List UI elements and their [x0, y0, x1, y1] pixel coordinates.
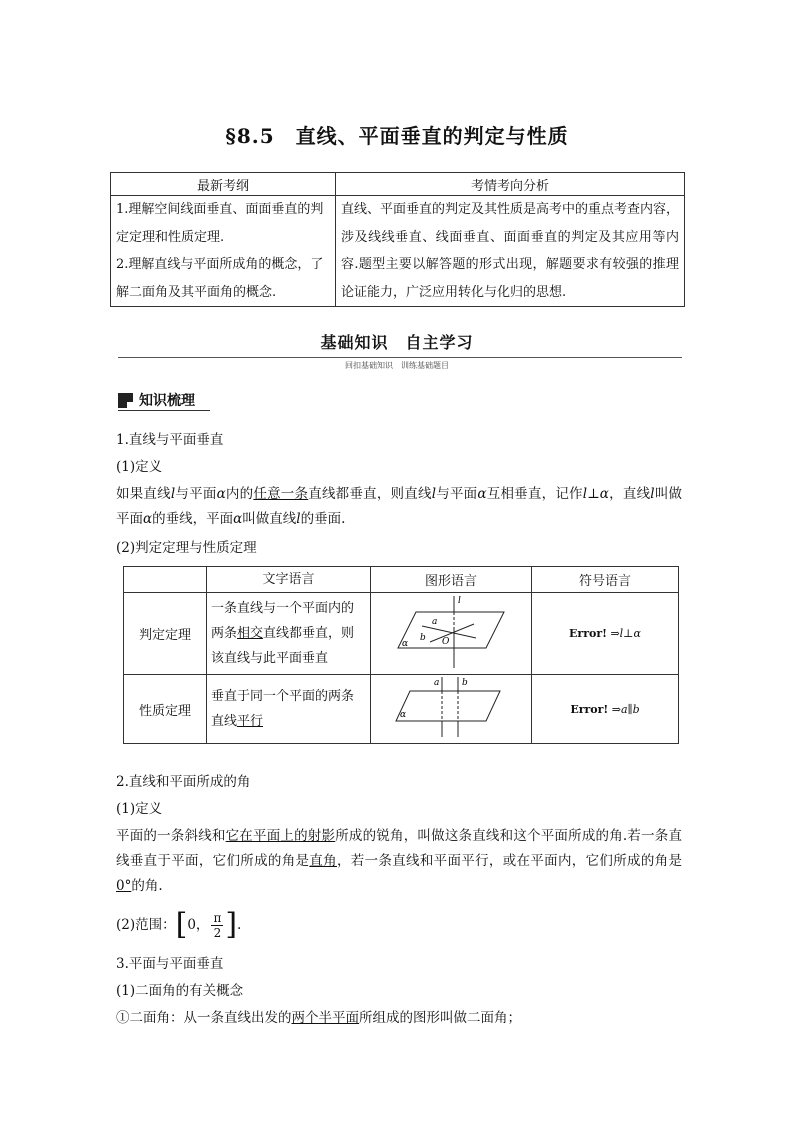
- knowledge-tag-label: 知识梳理: [139, 393, 195, 409]
- row-text: 垂直于同一个平面的两条直线平行: [207, 675, 371, 744]
- perpendicular-line-plane-figure: [386, 594, 516, 670]
- row-figure: [371, 593, 532, 675]
- section-subtitle-wrap: [0, 353, 794, 372]
- s1-heading: 1.直线与平面垂直: [116, 432, 224, 448]
- row-symbol: Error! ⇒a∥b: [532, 675, 679, 744]
- svg-text:a: a: [432, 616, 438, 627]
- table-row: [124, 593, 679, 675]
- range-end: .: [237, 916, 242, 933]
- s3-sub1: (1)二面角的有关概念: [116, 983, 244, 999]
- svg-text:b: b: [420, 632, 426, 643]
- right-bracket-icon: ]: [225, 907, 238, 942]
- svg-text:b: b: [462, 678, 468, 688]
- outline-item: 2.理解直线与平面所成角的概念，了解二面角及其平面角的概念.: [116, 257, 324, 300]
- outline-left-cell: [111, 196, 336, 307]
- row-name: 判定定理: [124, 593, 207, 675]
- row-figure: [371, 675, 532, 744]
- outline-header-right: 考情考向分析: [336, 173, 685, 196]
- outline-header-left: 最新考纲: [111, 173, 336, 196]
- table-row: [124, 675, 679, 744]
- s1-def-label: (1)定义: [116, 459, 163, 475]
- s1-theorem-label: (2)判定定理与性质定理: [116, 540, 257, 556]
- s2-heading: 2.直线和平面所成的角: [116, 774, 251, 790]
- s2-definition: 平面的一条斜线和它在平面上的射影所成的锐角，叫做这条直线和这个平面所成的角.若一条直线垂直于平面，它们所成的角是直角，若一条直线和平面平行，或在平面内，它们所成的角是0°的角.: [116, 828, 683, 894]
- s1-definition: 如果直线l与平面α内的任意一条直线都垂直，则直线l与平面α互相垂直，记作l⊥α，直线l叫做平面α的垂线，平面α叫做直线l的垂面.: [116, 486, 683, 527]
- range-zero: 0，: [187, 916, 210, 933]
- s2-def-label: (1)定义: [116, 801, 163, 817]
- outline-right-cell: 直线、平面垂直的判定及其性质是高考中的重点考查内容，涉及线线垂直、线面垂直、面面垂直的判定及其应用等内容.题型主要以解答题的形式出现，解题要求有较强的推理论证能力，广泛应用转化与化归的思想.: [336, 196, 685, 307]
- svg-text:α: α: [402, 638, 409, 649]
- exam-outline-table: [110, 172, 685, 307]
- svg-text:α: α: [400, 710, 407, 720]
- table-header-figure: 图形语言: [371, 567, 532, 593]
- fraction-denominator: 2: [213, 925, 222, 940]
- svg-text:l: l: [458, 595, 461, 606]
- parallel-lines-plane-figure: [386, 675, 516, 739]
- row-name: 性质定理: [124, 675, 207, 744]
- tag-underline: [118, 410, 210, 411]
- table-header-text: 文字语言: [207, 567, 371, 593]
- outline-item: 1.理解空间线面垂直、面面垂直的判定定理和性质定理.: [116, 202, 324, 245]
- row-text: 一条直线与一个平面内的两条相交直线都垂直，则该直线与此平面垂直: [207, 593, 371, 675]
- s3-heading: 3.平面与平面垂直: [116, 956, 224, 972]
- fraction-numerator: π: [213, 910, 222, 925]
- page-title: §8.5 直线、平面垂直的判定与性质: [225, 124, 569, 148]
- left-bracket-icon: [: [175, 907, 188, 942]
- s3-dihedral-def: ①二面角：从一条直线出发的两个半平面所组成的图形叫做二面角；: [116, 1010, 521, 1026]
- table-header-blank: [124, 567, 207, 593]
- range-label: (2)范围：: [116, 916, 176, 933]
- knowledge-tag: [118, 390, 195, 410]
- section-heading: 基础知识 自主学习: [320, 333, 474, 352]
- svg-text:a: a: [434, 678, 440, 688]
- square-bullet-icon: [118, 393, 133, 408]
- section-subtitle: 回扣基础知识 训练基础题目: [339, 361, 455, 370]
- s2-range: [116, 907, 682, 942]
- table-header-symbol: 符号语言: [532, 567, 679, 593]
- range-fraction: [211, 911, 223, 940]
- row-symbol: Error! ⇒l⊥α: [532, 593, 679, 675]
- svg-text:O: O: [442, 636, 450, 647]
- theorem-table: [123, 566, 679, 744]
